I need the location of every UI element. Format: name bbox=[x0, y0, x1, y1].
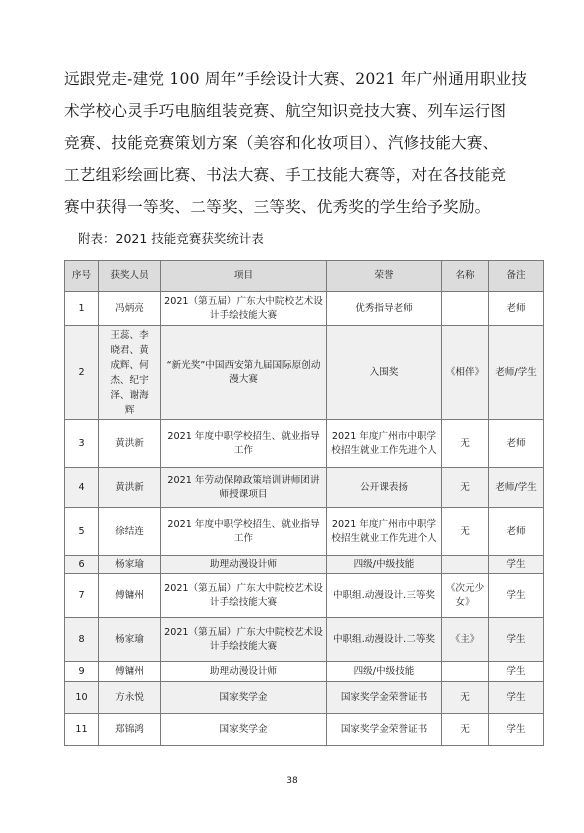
award-name: 无 bbox=[442, 420, 489, 468]
award-item: 助理动漫设计师 bbox=[161, 662, 327, 682]
table-row bbox=[65, 618, 544, 662]
award-person: 杨家瑜 bbox=[99, 556, 161, 574]
award-name: 无 bbox=[442, 714, 489, 746]
row-number: 2 bbox=[65, 326, 99, 420]
header-item: 项目 bbox=[161, 261, 327, 292]
award-item: 国家奖学金 bbox=[161, 714, 327, 746]
paragraph-line: 工艺组彩绘画比赛、书法大赛、手工技能大赛等，对在各技能竞 bbox=[64, 166, 507, 184]
award-note: 老师 bbox=[489, 420, 544, 468]
paragraph-line: 赛中获得一等奖、二等奖、三等奖、优秀奖的学生给予奖励。 bbox=[64, 198, 491, 216]
award-honor: 入围奖 bbox=[327, 326, 442, 420]
award-item: 2021（第五届）广东大中院校艺术设计手绘技能大赛 bbox=[161, 574, 327, 618]
award-person: 黄洪新 bbox=[99, 468, 161, 508]
row-number: 11 bbox=[65, 714, 99, 746]
header-honor: 荣誉 bbox=[327, 261, 442, 292]
award-name bbox=[442, 662, 489, 682]
row-number: 10 bbox=[65, 682, 99, 714]
table-row bbox=[65, 508, 544, 556]
award-note: 学生 bbox=[489, 556, 544, 574]
row-number: 6 bbox=[65, 556, 99, 574]
award-item: 2021（第五届）广东大中院校艺术设计手绘技能大赛 bbox=[161, 292, 327, 326]
paragraph-line: 术学校心灵手巧电脑组装竞赛、航空知识竞技大赛、列车运行图 bbox=[64, 102, 507, 120]
table-row bbox=[65, 574, 544, 618]
award-honor: 2021 年度广州市中职学校招生就业工作先进个人 bbox=[327, 420, 442, 468]
award-note: 学生 bbox=[489, 682, 544, 714]
award-name: 无 bbox=[442, 468, 489, 508]
row-number: 4 bbox=[65, 468, 99, 508]
row-number: 3 bbox=[65, 420, 99, 468]
award-honor: 公开课表扬 bbox=[327, 468, 442, 508]
award-item: 2021（第五届）广东大中院校艺术设计手绘技能大赛 bbox=[161, 618, 327, 662]
table-row bbox=[65, 468, 544, 508]
header-person: 获奖人员 bbox=[99, 261, 161, 292]
table-row bbox=[65, 556, 544, 574]
table-row bbox=[65, 714, 544, 746]
award-person: 方永悦 bbox=[99, 682, 161, 714]
row-number: 8 bbox=[65, 618, 99, 662]
award-name bbox=[442, 556, 489, 574]
award-honor: 优秀指导老师 bbox=[327, 292, 442, 326]
award-note: 学生 bbox=[489, 574, 544, 618]
award-person: 冯炳亮 bbox=[99, 292, 161, 326]
row-number: 1 bbox=[65, 292, 99, 326]
award-honor: 中职组.动漫设计.二等奖 bbox=[327, 618, 442, 662]
award-name: 《主》 bbox=[442, 618, 489, 662]
award-honor: 2021 年度广州市中职学校招生就业工作先进个人 bbox=[327, 508, 442, 556]
award-item: “新光奖”中国西安第九届国际原创动漫大赛 bbox=[161, 326, 327, 420]
award-note: 老师 bbox=[489, 508, 544, 556]
award-note: 老师/学生 bbox=[489, 468, 544, 508]
award-person: 黄洪新 bbox=[99, 420, 161, 468]
award-note: 学生 bbox=[489, 618, 544, 662]
award-person: 傅镛州 bbox=[99, 574, 161, 618]
header-name: 名称 bbox=[442, 261, 489, 292]
paragraph-line: 远跟党走-建党 100 周年”手绘设计大赛、2021 年广州通用职业技 bbox=[64, 70, 528, 88]
row-number: 7 bbox=[65, 574, 99, 618]
award-person: 郑锦鸿 bbox=[99, 714, 161, 746]
award-person: 王蕊、李晓君、黄成辉、何杰、纪宇泽、谢海辉 bbox=[99, 326, 161, 420]
award-item: 助理动漫设计师 bbox=[161, 556, 327, 574]
table-row bbox=[65, 420, 544, 468]
table-row bbox=[65, 662, 544, 682]
award-note: 老师/学生 bbox=[489, 326, 544, 420]
award-note: 学生 bbox=[489, 714, 544, 746]
table-row bbox=[65, 682, 544, 714]
paragraph-line: 竞赛、技能竞赛策划方案（美容和化妆项目）、汽修技能大赛、 bbox=[64, 134, 499, 152]
page-number: 38 bbox=[286, 776, 298, 786]
award-person: 杨家瑜 bbox=[99, 618, 161, 662]
award-name: 《相伴》 bbox=[442, 326, 489, 420]
award-note: 学生 bbox=[489, 662, 544, 682]
award-honor: 国家奖学金荣誉证书 bbox=[327, 682, 442, 714]
award-name: 无 bbox=[442, 508, 489, 556]
body-paragraph bbox=[64, 63, 534, 223]
award-item: 2021 年度中职学校招生、就业指导工作 bbox=[161, 420, 327, 468]
award-item: 国家奖学金 bbox=[161, 682, 327, 714]
award-name: 无 bbox=[442, 682, 489, 714]
header-note: 备注 bbox=[489, 261, 544, 292]
awards-table bbox=[64, 260, 544, 746]
award-honor: 四级/中级技能 bbox=[327, 662, 442, 682]
table-body bbox=[65, 292, 544, 746]
award-person: 徐结连 bbox=[99, 508, 161, 556]
table-row bbox=[65, 292, 544, 326]
award-person: 傅镛州 bbox=[99, 662, 161, 682]
award-item: 2021 年度中职学校招生、就业指导工作 bbox=[161, 508, 327, 556]
award-item: 2021 年劳动保障政策培训讲师团讲师授课项目 bbox=[161, 468, 327, 508]
award-honor: 四级/中级技能 bbox=[327, 556, 442, 574]
table-header-row bbox=[65, 261, 544, 292]
award-name bbox=[442, 292, 489, 326]
header-no: 序号 bbox=[65, 261, 99, 292]
row-number: 9 bbox=[65, 662, 99, 682]
award-honor: 中职组.动漫设计.三等奖 bbox=[327, 574, 442, 618]
table-caption: 附表：2021 技能竞赛获奖统计表 bbox=[78, 231, 264, 246]
award-name: 《次元少女》 bbox=[442, 574, 489, 618]
table-row bbox=[65, 326, 544, 420]
row-number: 5 bbox=[65, 508, 99, 556]
award-note: 老师 bbox=[489, 292, 544, 326]
award-honor: 国家奖学金荣誉证书 bbox=[327, 714, 442, 746]
